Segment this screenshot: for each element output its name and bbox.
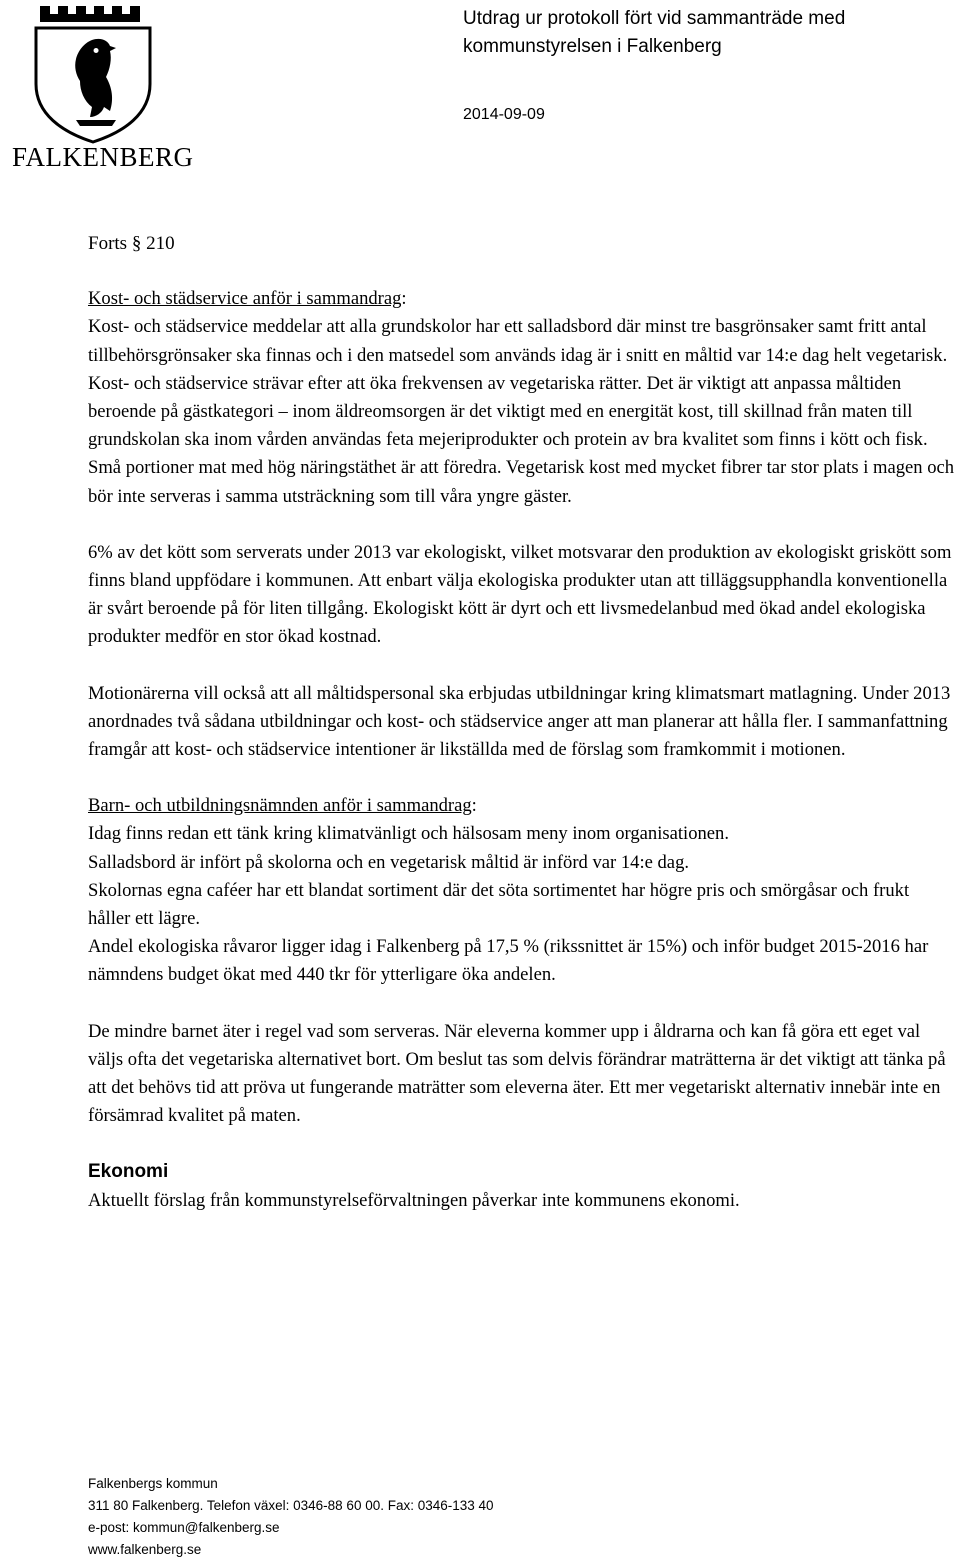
logo-wordmark: FALKENBERG: [12, 142, 194, 172]
kost-paragraph-3: Motionärerna vill också att all måltidspersonal ska erbjudas utbildningar kring klimatsmart matlagning. Under 2013 anordnades två sådana utbildningar och kost- och städservice anger att man planerar att hålla fler. I sammanfattning framgår att kost- och städservice intentioner är likställda med de förslag som framkommit i motionen.: [88, 682, 951, 761]
municipal-logo: [12, 2, 194, 172]
bun-line-4: Andel ekologiska råvaror ligger idag i Falkenberg på 17,5 % (rikssnittet är 15%) och inför budget 2015-2016 har nämndens budget ökat med 440 tkr för ytterligare öka andelen.: [88, 936, 929, 986]
title-line-2: kommunstyrelsen i Falkenberg: [463, 36, 722, 57]
kost-paragraph-1: Kost- och städservice meddelar att alla grundskolor har ett salladsbord där minst tre basgrönsaker samt fritt antal tillbehörsgrönsaker ska finnas och i den matsedel som används idag är i snitt en måltid var 14:e dag helt vegetarisk. Kost- och städservice strävar efter att öka frekvensen av vegetariska rätter. Det är viktigt att anpassa måltiden beroende på gästkategori – inom äldreomsorgen är det viktigt med en energität kost, till skillnad från maten till grundskolan ska inom vården användas feta mejeriprodukter och protein av bra kvalitet som finns i kött och fisk. Små portioner mat med hög näringstäthet är att föredra. Vegetarisk kost med mycket fibrer tar stor plats i magen och bör inte serveras i samma utsträckning som till våra yngre gäster.: [88, 316, 955, 507]
bun-line-2: Salladsbord är infört på skolorna och en vegetarisk måltid är införd var 14:e dag.: [88, 851, 690, 873]
document-body: [88, 230, 956, 1215]
kost-paragraph-2: 6% av det kött som serverats under 2013 var ekologiskt, vilket motsvarar den produktion av ekologiskt griskött som finns bland uppfödare i kommunen. Att enbart välja ekologiska produkter utan att tilläggsupphandla konventionella är svårt beroende på för liten tillgång. Ekologiskt kött är dyrt och ett livsmedelanbud med ökad andel ekologiska produkter medför en stor ökad kostnad.: [88, 541, 952, 648]
bun-heading-colon: :: [471, 795, 477, 817]
bun-heading: [88, 792, 956, 820]
footer-web: www.falkenberg.se: [88, 1542, 202, 1557]
footer-address: 311 80 Falkenberg. Telefon växel: 0346-88 60 00. Fax: 0346-133 40: [88, 1498, 494, 1513]
kost-heading-colon: :: [401, 288, 407, 310]
kost-heading: [88, 285, 956, 313]
coat-of-arms-icon: [32, 2, 154, 144]
footer-org: Falkenbergs kommun: [88, 1476, 218, 1491]
footer: [88, 1473, 494, 1561]
document-title: [463, 5, 845, 61]
bun-heading-text: Barn- och utbildningsnämnden anför i sammandrag: [88, 795, 472, 817]
section-reference: Forts § 210: [88, 233, 175, 254]
bun-line-3: Skolornas egna caféer har ett blandat sortiment där det söta sortimentet har högre pris och smörgåsar och frukt håller ett lägre.: [88, 879, 910, 930]
kost-heading-text: Kost- och städservice anför i sammandrag: [88, 288, 402, 310]
ekonomi-text: Aktuellt förslag från kommunstyrelseförvaltningen påverkar inte kommunens ekonomi.: [88, 1189, 740, 1211]
title-line-1: Utdrag ur protokoll fört vid sammanträde med: [463, 8, 846, 29]
ekonomi-heading: Ekonomi: [88, 1161, 169, 1183]
meeting-date: 2014-09-09: [463, 106, 545, 123]
bun-paragraph-2: De mindre barnet äter i regel vad som serveras. När eleverna kommer upp i åldrarna och kan få göra ett eget val väljs ofta det vegetariska alternativet bort. Om beslut tas som delvis förändrar maträtterna är det viktigt att tänka på att det behövs tid att pröva ut fungerande maträtter som eleverna äter. Ett mer vegetariskt alternativ innebär inte en försämrad kvalitet på maten.: [88, 1020, 946, 1127]
footer-email: e-post: kommun@falkenberg.se: [88, 1520, 280, 1535]
bun-line-1: Idag finns redan ett tänk kring klimatvänligt och hälsosam meny inom organisationen.: [88, 823, 730, 845]
